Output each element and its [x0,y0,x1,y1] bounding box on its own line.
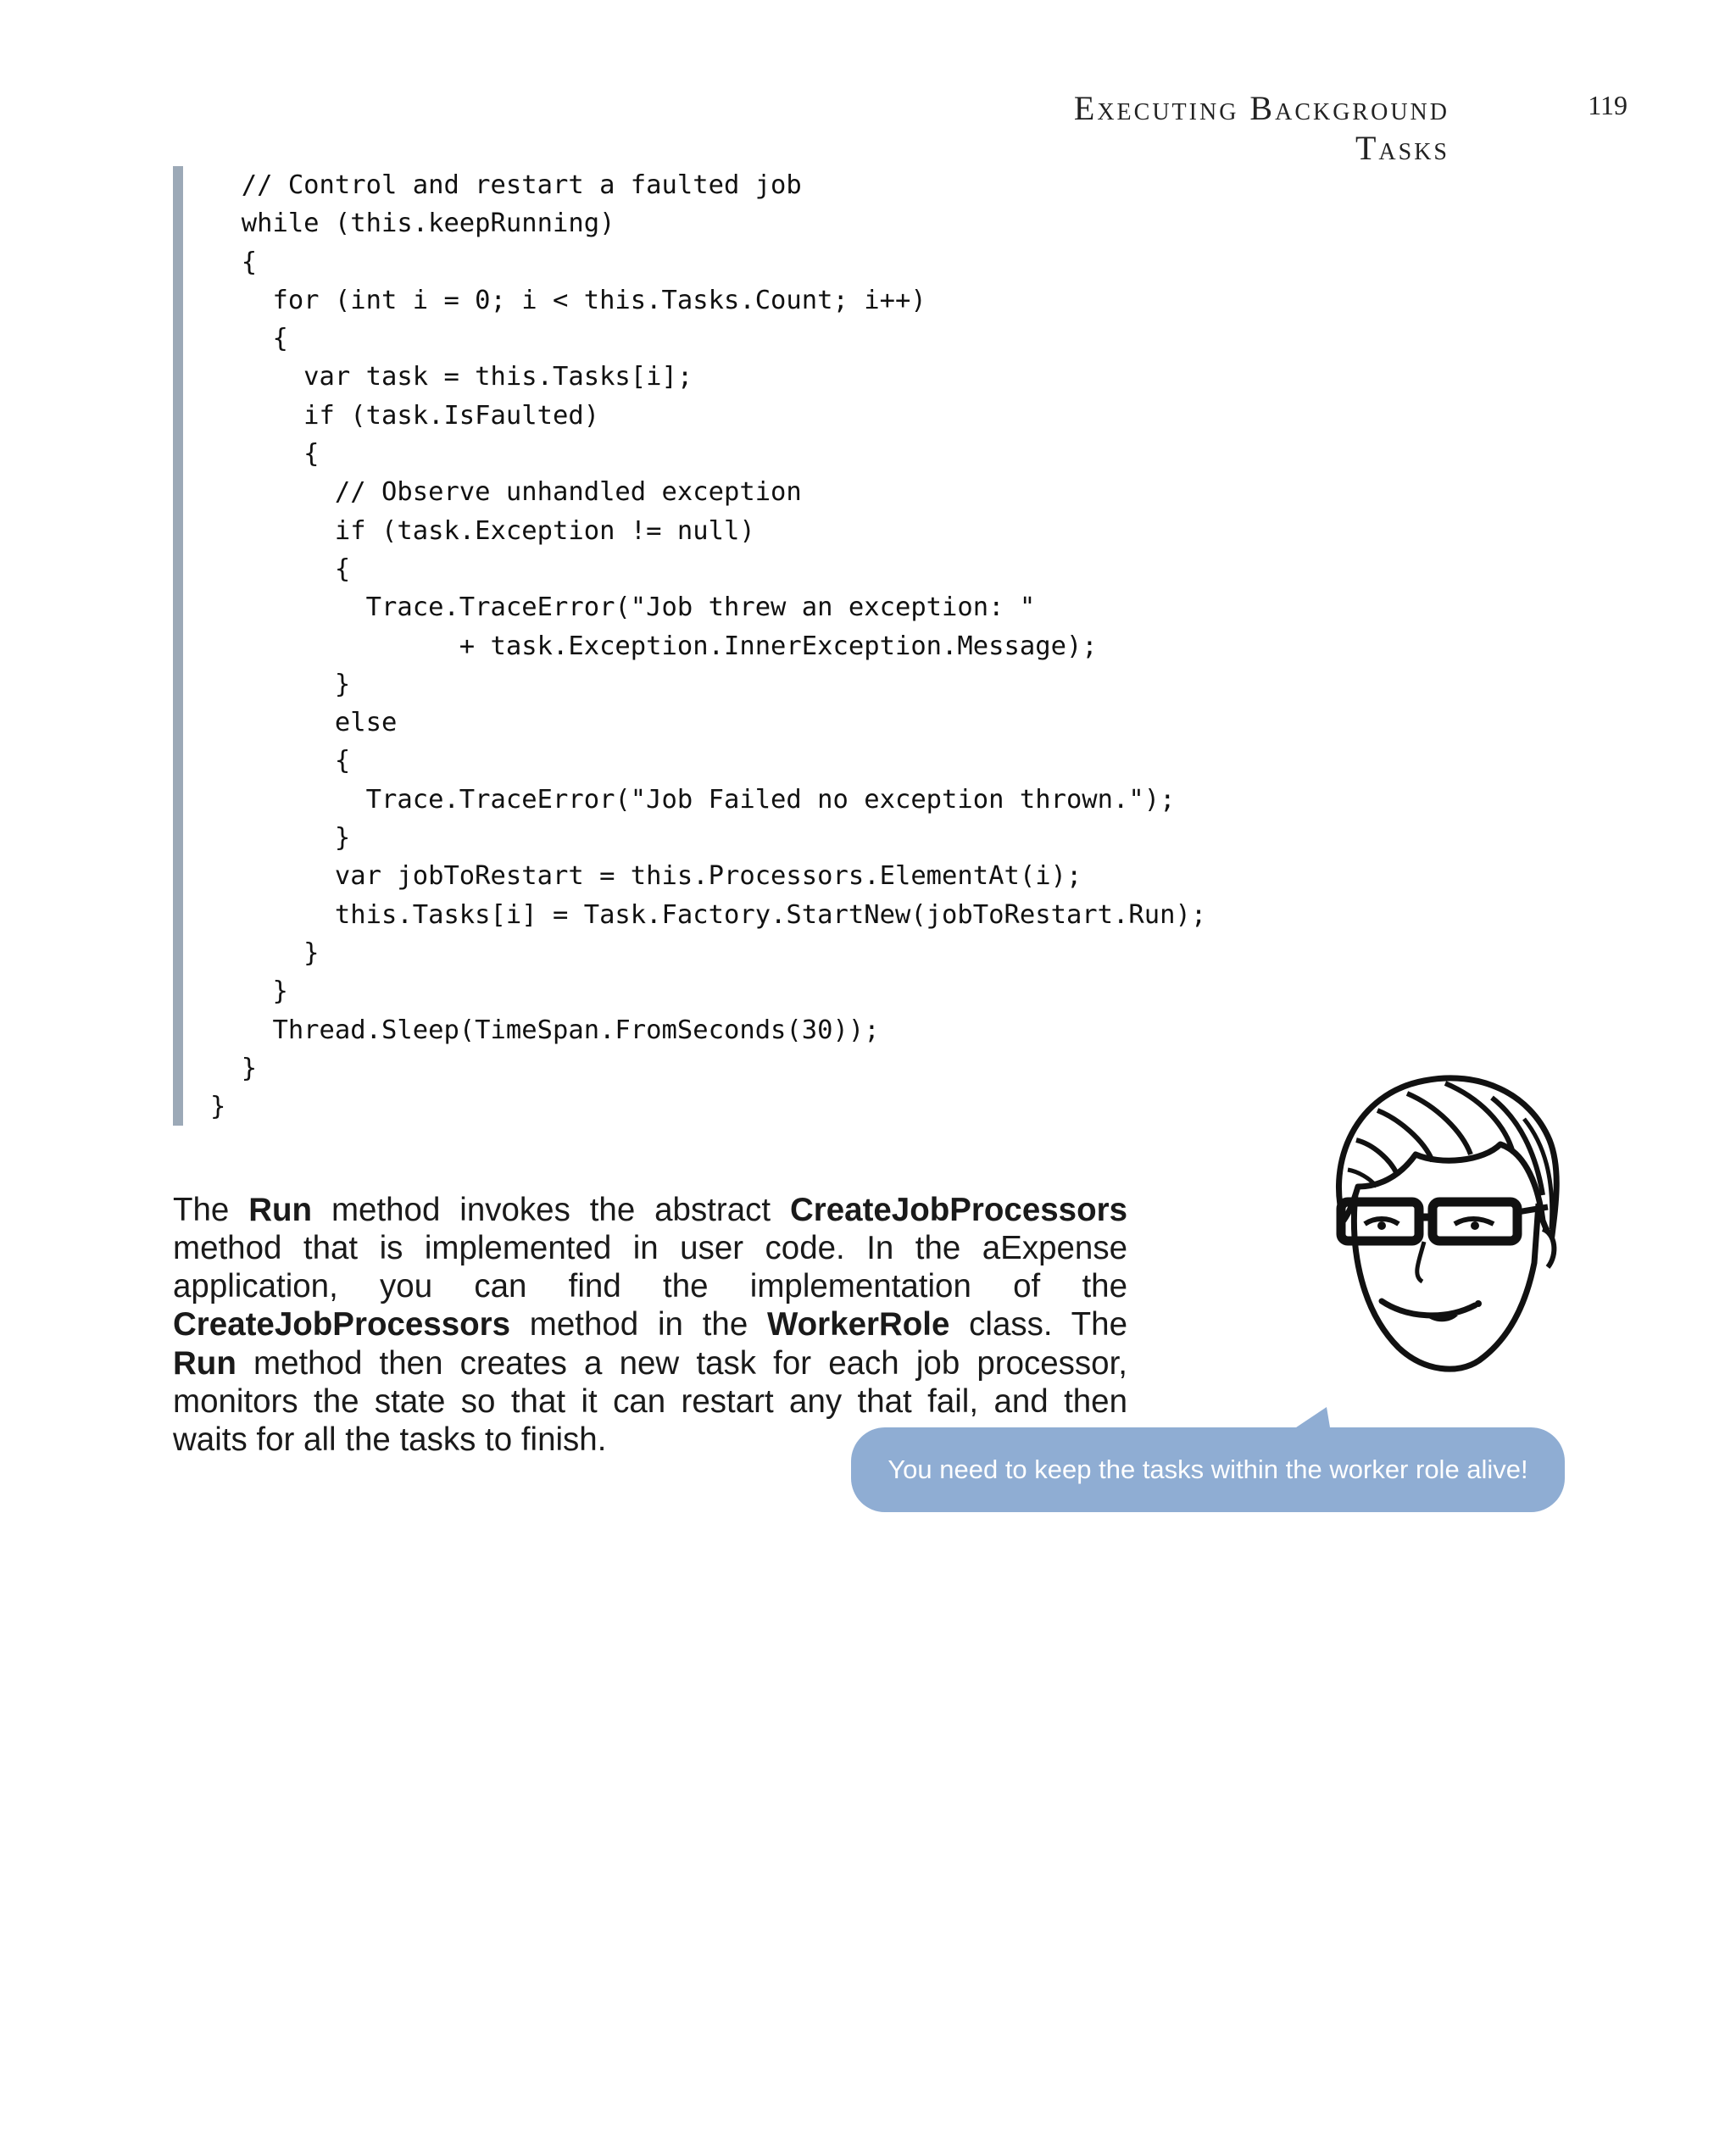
code-line: Trace.TraceError("Job threw an exception: " [210,592,1036,623]
code-line: + task.Exception.InnerException.Message); [210,631,1098,661]
speech-bubble: You need to keep the tasks within the worker role alive! [851,1427,1565,1512]
code-line: } [210,669,351,699]
code-line: { [210,439,320,470]
code-line: } [210,823,351,854]
paragraph-text: method invokes the abstract [312,1191,790,1228]
code-line: { [210,553,351,584]
code-term-run: Run [248,1191,313,1228]
code-line: // Control and restart a faulted job [210,170,802,200]
code-line: } [210,1092,226,1122]
code-line: { [210,247,258,277]
code-term-createjobprocessors: CreateJobProcessors [173,1306,511,1343]
code-line: { [210,324,288,354]
body-paragraph [173,1191,1127,1460]
paragraph-text: class. The [949,1306,1128,1343]
code-line: { [210,746,351,776]
code-line: Thread.Sleep(TimeSpan.FromSeconds(30)); [210,1015,880,1045]
code-line: if (task.Exception != null) [210,515,755,546]
code-line: this.Tasks[i] = Task.Factory.StartNew(jobToRestart.Run); [210,899,1207,930]
character-portrait-illustration [1297,1060,1577,1390]
paragraph-text: method then creates a new task for each job processor, monitors the state so that it can restart any that fail, and then waits for all the tasks to finish. [173,1344,1127,1459]
code-term-run: Run [173,1344,236,1382]
code-line: else [210,708,398,738]
code-line: var jobToRestart = this.Processors.ElementAt(i); [210,861,1082,892]
code-line: // Observe unhandled exception [210,477,802,508]
code-term-workerrole: WorkerRole [767,1306,950,1343]
code-line: } [210,1053,258,1083]
paragraph-text: method in the [510,1306,768,1343]
code-line: } [210,937,320,968]
paragraph-text: The [173,1191,249,1228]
code-line: if (task.IsFaulted) [210,400,600,431]
paragraph-text: method that is implemented in user code. In the aExpense application, you can find the implementation of the [173,1229,1127,1305]
page-number: 119 [1588,90,1628,120]
code-line: } [210,976,288,1007]
running-head: Executing Background Tasks [1073,89,1449,167]
code-line: while (this.keepRunning) [210,209,615,239]
code-line: for (int i = 0; i < this.Tasks.Count; i++) [210,285,926,315]
code-term-createjobprocessors: CreateJobProcessors [789,1191,1127,1228]
code-line: Trace.TraceError("Job Failed no exception thrown."); [210,784,1176,815]
code-listing [173,166,1312,1126]
code-line: var task = this.Tasks[i]; [210,362,693,392]
